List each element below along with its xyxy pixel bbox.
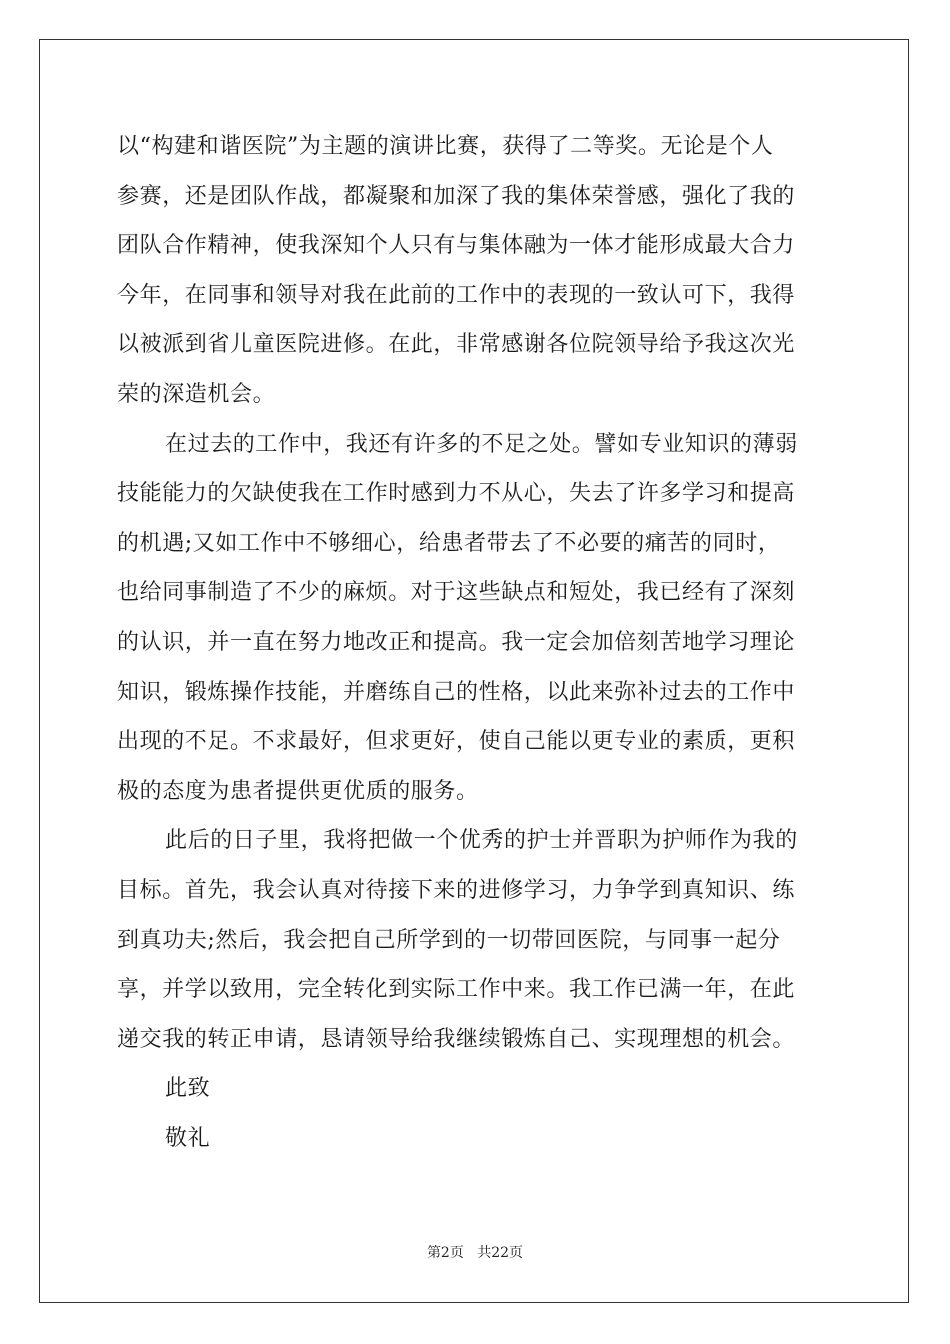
text-line: 今年，在同事和领导对我在此前的工作中的表现的一致认可下，我得 — [117, 282, 796, 308]
text-line: 以被派到省儿童医院进修。在此，非常感谢各位院领导给予我这次光 — [117, 332, 796, 358]
text-line: 技能能力的欠缺使我在工作时感到力不从心，失去了许多学习和提高 — [117, 481, 796, 507]
text-line: 此后的日子里，我将把做一个优秀的护士并晋职为护师作为我的 — [165, 828, 798, 854]
text-line: 也给同事制造了不少的麻烦。对于这些缺点和短处，我已经有了深刻 — [117, 580, 796, 606]
text-line: 在过去的工作中，我还有许多的不足之处。譬如专业知识的薄弱 — [165, 431, 798, 457]
text-line: 以“构建和谐医院”为主题的演讲比赛，获得了二等奖。无论是个人 — [117, 134, 774, 159]
text-line: 团队合作精神，使我深知个人只有与集体融为一体才能形成最大合力 — [117, 233, 796, 259]
text-line: 参赛，还是团队作战，都凝聚和加深了我的集体荣誉感，强化了我的 — [117, 183, 796, 209]
text-line: 享，并学以致用，完全转化到实际工作中来。我工作已满一年，在此 — [117, 977, 796, 1003]
text-line: 出现的不足。不求最好，但求更好，使自己能以更专业的素质，更积 — [117, 729, 796, 755]
text-line: 此致 — [165, 1076, 211, 1102]
page-number: 第2页 — [426, 1245, 464, 1261]
page-footer — [0, 1242, 950, 1262]
text-line: 极的态度为患者提供更优质的服务。 — [117, 778, 479, 804]
text-line: 的机遇;又如工作中不够细心，给患者带去了不必要的痛苦的同时， — [117, 530, 781, 556]
page-total: 共22页 — [477, 1245, 524, 1261]
text-line: 目标。首先，我会认真对待接下来的进修学习，力争学到真知识、练 — [117, 878, 796, 903]
text-line: 的认识，并一直在努力地改正和提高。我一定会加倍刻苦地学习理论 — [117, 630, 796, 655]
text-line: 到真功夫;然后，我会把自己所学到的一切带回医院，与同事一起分 — [117, 927, 781, 953]
text-line: 递交我的转正申请，恳请领导给我继续锻炼自己、实现理想的机会。 — [117, 1026, 796, 1052]
text-line: 荣的深造机会。 — [117, 382, 276, 407]
text-line: 敬礼 — [165, 1126, 211, 1151]
text-line: 知识，锻炼操作技能，并磨练自己的性格，以此来弥补过去的工作中 — [117, 679, 796, 705]
